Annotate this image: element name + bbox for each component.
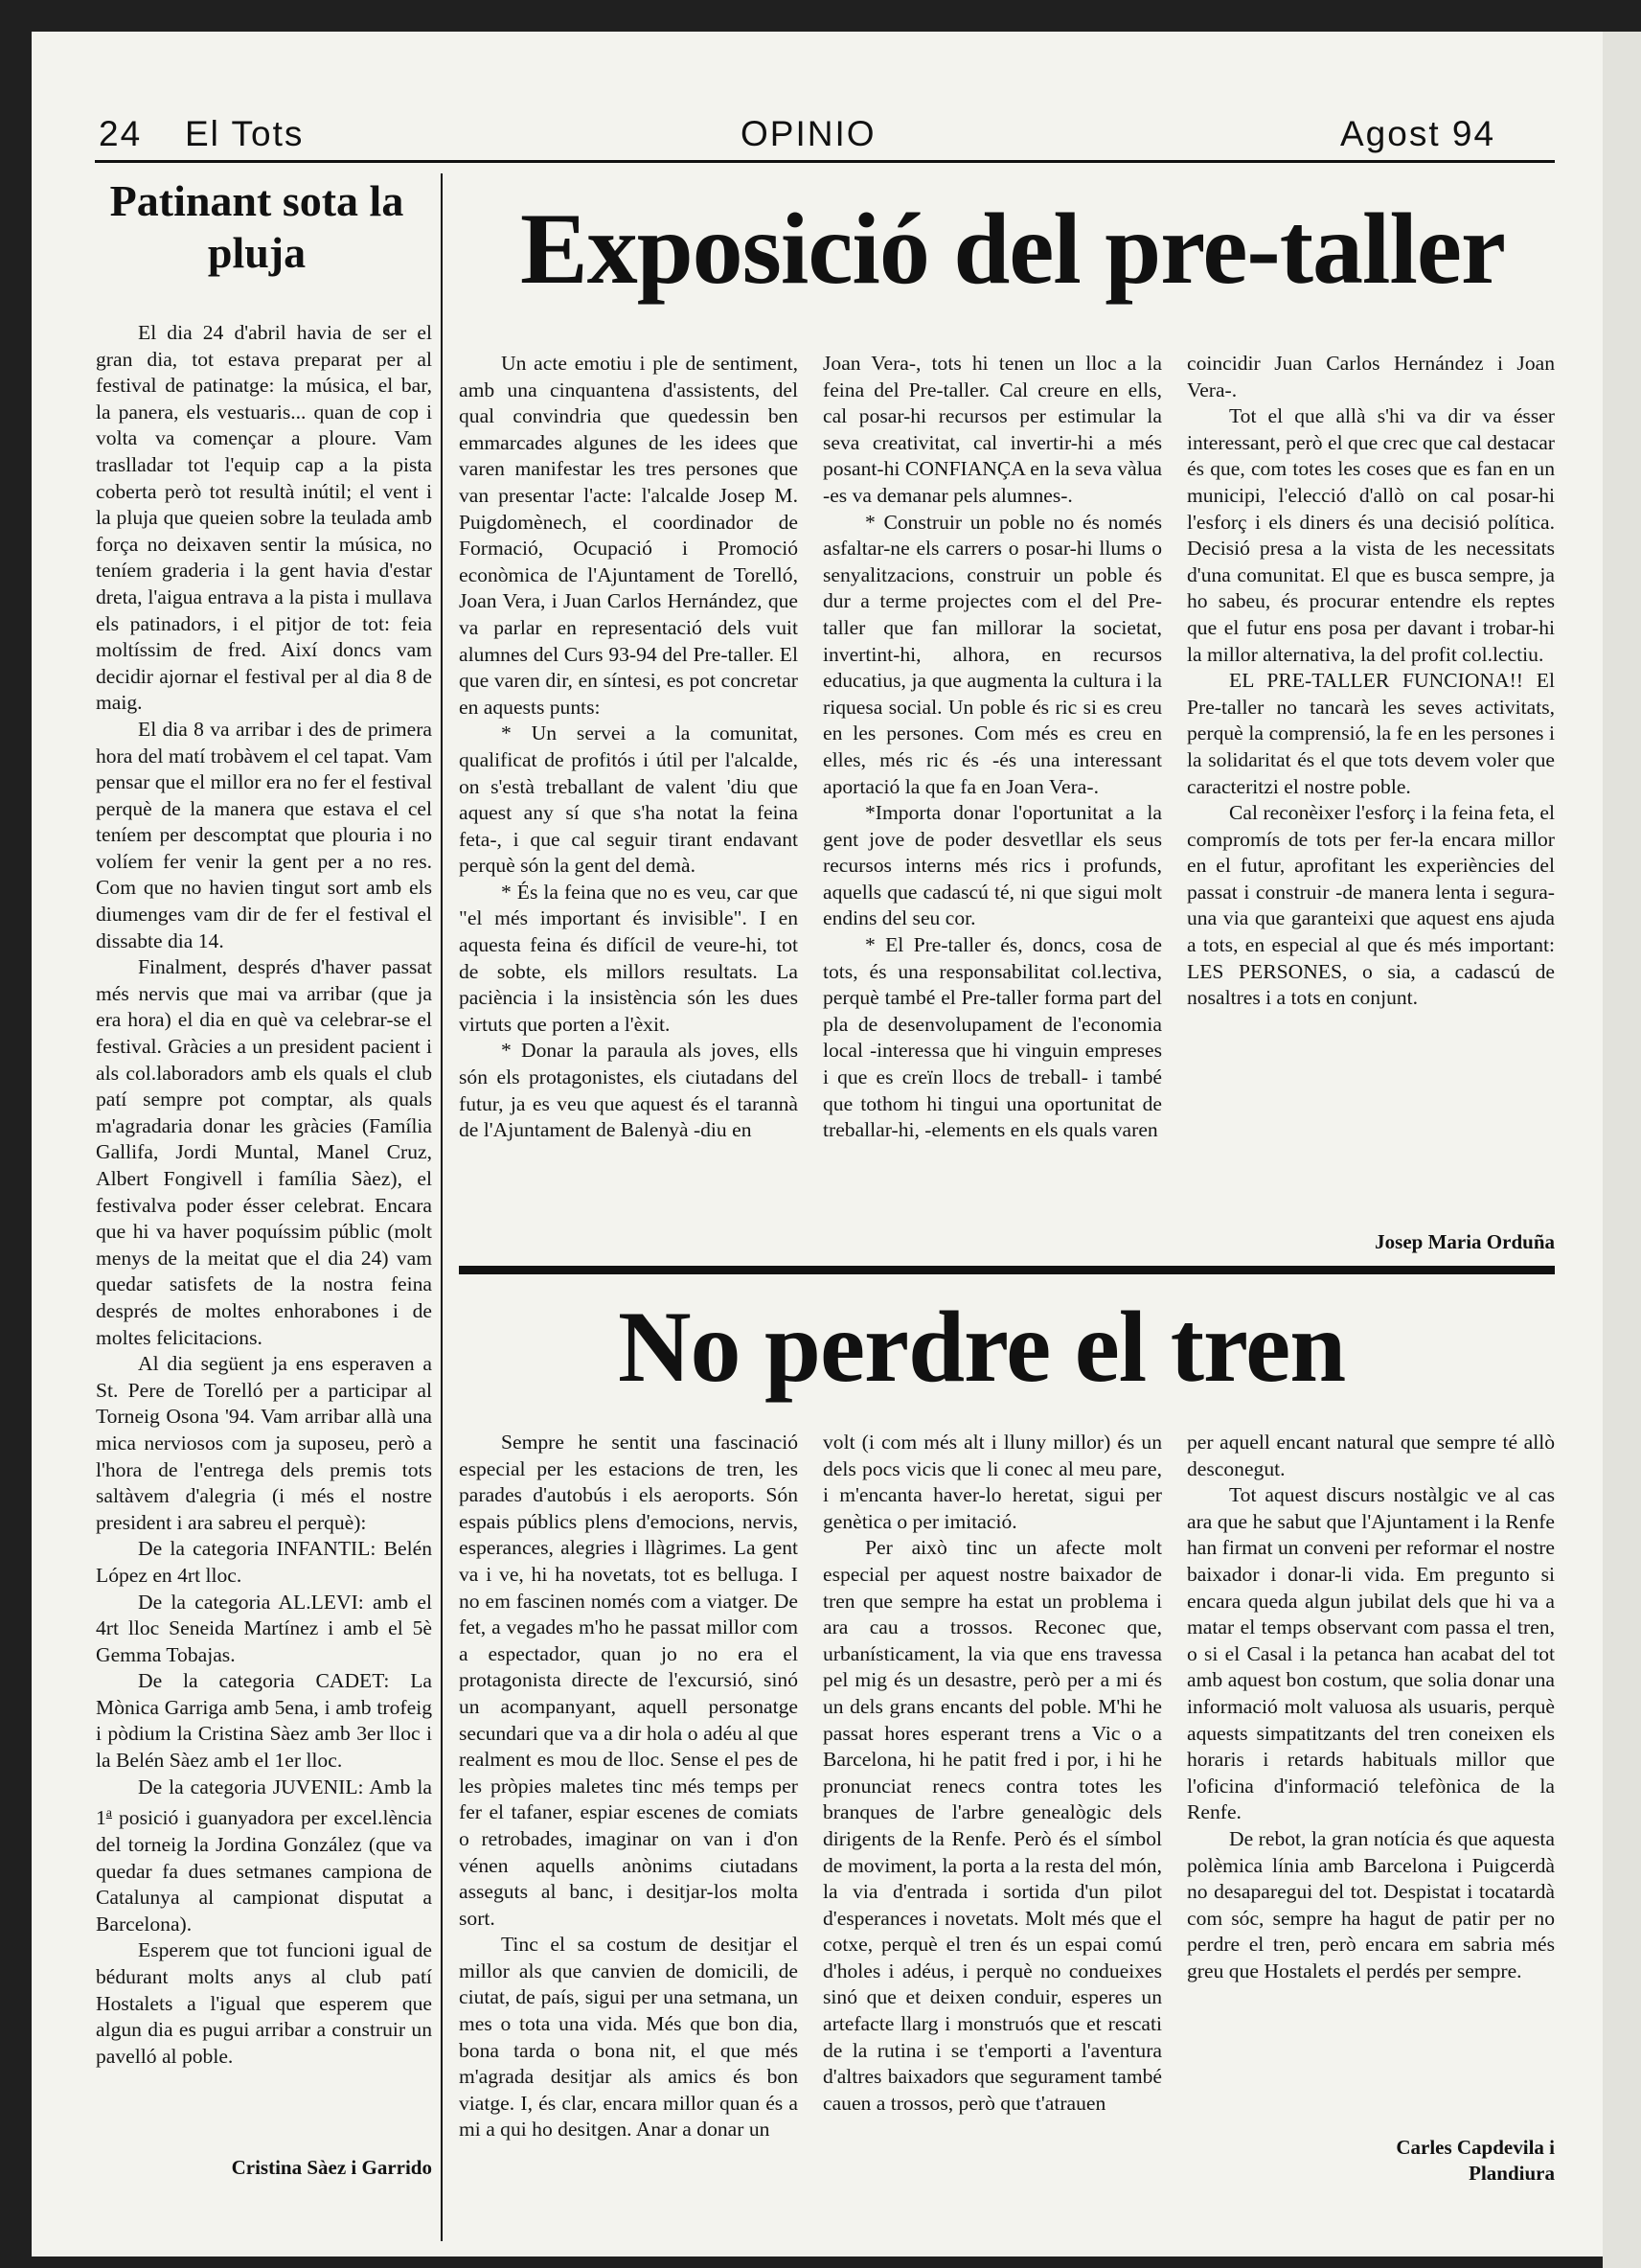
article3-paragraph: Tot aquest discurs nostàlgic ve al cas ara que he sabut que l'Ajuntament i la Renfe han firmat un conveni per reformar el nostre baixador i donar-li vida. Em pregunto si encara queda algun jubilat dels que hi va a matar el temps observant com passa el tren, o si el Casal i la petanca han acabat del tot amb aquest bon costum, que solia donar una informació molt valuosa als usuaris, perquè aquests simpatitzants del tren coneixen els horaris i retards habituals millor que l'oficina d'informació telefònica de la Renfe. [1187,1483,1555,1824]
article1-body [96,320,432,2227]
article2-paragraph: * Un servei a la comunitat, qualificat de profitós i útil per l'alcalde, on s'està treballant de valent 'diu que aquest any sí que s'ha notat la feina feta-, i que cal seguir tirant endavant perquè són la gent del demà. [459,722,798,878]
article2-paragraph: Joan Vera-, tots hi tenen un lloc a la feina del Pre-taller. Cal creure en ells, cal posar-hi recursos per estimular la seva creativitat, cal invertir-hi a més posant-hi CONFIANÇA en la seva vàlua -es va demanar pels alumnes-. [823,352,1162,507]
article1-paragraph: De la categoria AL.LEVI: amb el 4rt lloc Seneida Martínez i amb el 5è Gemma Tobajas. [96,1590,432,1666]
article3-paragraph: Sempre he sentit una fascinació especial per les estacions de tren, les parades d'autobús i els aeroports. Són espais públics plens d'emocions, nervis, esperances, alegries i llàgrimes. La gent va i ve, hi ha novetats, tot es belluga. I no em fascinen només com a viatger. De fet, a vegades m'ho he passat millor com a espectador, quan jo no era el protagonista directe de l'excursió, sinó un acompanyant, aquell personatge secundari que va a dir hola o adéu al que realment es mou de lloc. Sense el pes de les pròpies maletes tinc més temps per fer el tafaner, espiar escenes de comiats o retrobades, imaginar on van i d'on vénen aquells anònims ciutadans asseguts al banc, i desitjar-los molta sort. [459,1431,798,1930]
article2-title: Exposició del pre-taller [520,193,1506,305]
article1-paragraph: De la categoria INFANTIL: Belén López en 4rt lloc. [96,1537,432,1587]
article2-paragraph: * Construir un poble no és només asfaltar-ne els carrers o posar-hi llums o senyalitzacions, construir un poble és dur a terme projectes com el del Pre-taller que fan millorar la societat, invertint-hi, alhora, en recursos educatius, ja que augmenta la cultura i la riquesa social. Un poble és ric si es creu en les persones. Com més es creu en elles, més ric és -és una interessant aportació la que fa en Joan Vera-. [823,510,1162,798]
article1-paragraph-juvenil [96,1775,432,1938]
ordinal-superscript: a [105,1806,113,1821]
issue-date: Agost 94 [1340,114,1496,153]
article1-paragraph: De la categoria CADET: La Mònica Garriga amb 5ena, i amb trofeig i pòdium la Cristina Sàez amb 3er lloc i la Belén Sàez amb el 1er lloc. [96,1669,432,1773]
article2-paragraph: * Donar la paraula als joves, ells són els protagonistes, els ciutadans del futur, ja es veu que aquest és el tarannà de l'Ajuntament de Balenyà -diu en [459,1039,798,1142]
article2-paragraph: coincidir Juan Carlos Hernández i Joan Vera-. [1187,352,1555,401]
article3-paragraph: Tinc el sa costum de desitjar el millor als que canvien de domicili, de ciutat, de país, sigui per una setmana, un mes o tota una vida. Més que bon dia, bona tarda o bona nit, el que més m'agrada desitjar als amics és bon viatge. I, és clar, encara millor quan és a mi a qui ho desitgen. Anar a donar un [459,1933,798,2142]
article2-paragraph: Cal reconèixer l'esforç i la feina feta, el compromís de tots per fer-la encara millor en el futur, aprofitant les experiències del passat i construir -de manera lenta i segura- una via que garanteixi que aquest ens ajuda a tots, en especial al que és més important: LES PERSONES, o sia, a cadascú de nosaltres i a tots en conjunt. [1187,801,1555,1010]
article2-column1 [459,351,798,1257]
article-separator-rule [459,1266,1555,1274]
article3-paragraph: Per això tinc un afecte molt especial per aquest nostre baixador de tren que sempre ha estat un problema i ara cau a trossos. Reconec que, urbanísticament, la via que ens travessa pel mig és un desastre, però per a mi és un dels grans encants del poble. M'hi he passat hores esperant trens a Vic o a Barcelona, hi he patit fred i por, i hi he pronunciat renecs contra totes les branques de l'arbre genealògic dels dirigents de la Renfe. Però és el símbol de moviment, la porta a la resta del món, la via d'entrada i sortida d'un pilot d'esperances i novetats. Molt més que el cotxe, perquè el tren és un espai comú d'holes i adéus, i perquè no condueixes sinó que et deixen conduir, esperes un artefacte llarg i monstruós que et rescati de la rutina i se t'emporti a l'aventura d'altres baixadors que segurament també cauen a trossos, però que t'atrauen [823,1536,1162,2115]
article2-paragraph: EL PRE-TALLER FUNCIONA!! El Pre-taller no tancarà les seves activitats, perquè la comprensió, la fe en les persones i la solidaritat és el que tots devem voler que caracteritzi el nostre poble. [1187,669,1555,798]
page-number: 24 [99,114,143,153]
publication-name: El Tots [185,114,305,153]
article1-paragraph: Finalment, després d'haver passat més nervis que mai va arribar (que ja era hora) el dia en què va celebrar-se el festival. Gràcies a un president pacient i als col.laboradors amb els quals el club patí sempre pot comptar, als quals m'agradaria donar les gràcies (Família Gallifa, Jordi Muntal, Manel Cruz, Albert Fongivell i família Sàez), el festivalva poder ésser celebrat. Encara que hi va haver poquíssim públic (molt menys de la meitat que el dia 24) vam quedar satisfets de la nostra feina després de moltes enhorabones i de moltes felicitacions. [96,955,432,1349]
article2-paragraph: Tot el que allà s'hi va dir va ésser interessant, però el que crec que cal destacar és que, com totes les coses que es fan en un municipi, l'elecció d'allò on cal posar-hi l'esforç i els diners és una decisió política. Decisió presa a la vista de les necessitats d'una comunitat. El que es busca sempre, ja ho sabeu, és procurar entendre els reptes que el futur ens posa per davant i trobar-hi la millor alternativa, la del profit col.lectiu. [1187,404,1555,666]
article1-paragraph: El dia 8 va arribar i des de primera hora del matí trobàvem el cel tapat. Vam pensar que el millor era no fer el festival perquè de la manera que estava el cel teníem per descomptat que plouria i no volíem fer venir la gent per a no res. Com que no havien tingut sort amb els diumenges vam dir de fer el festival el dissabte dia 14. [96,717,432,952]
article3-author-line2: Plandiura [1469,2162,1555,2185]
article3-paragraph: volt (i com més alt i lluny millor) és un dels pocs vicis que li conec al meu pare, i m'encanta haver-lo heretat, sigui per genètica o per imitació. [823,1431,1162,1533]
left-column-rule [441,173,443,2241]
article2-column2 [823,351,1162,1257]
article1-title: Patinant sota la pluja [109,176,404,277]
article1-closing: Esperem que tot funcioni igual de bédurant molts anys al club patí Hostalets a l'igual que esperem que algun dia es pugui arribar a construir un pavelló al poble. [96,1938,432,2068]
article2-paragraph: *Importa donar l'oportunitat a la gent jove de poder desvetllar els seus recursos interns més rics i profunds, aquells que cadascú té, ni que sigui molt endins del seu cor. [823,801,1162,930]
article3-title: No perdre el tren [618,1291,1346,1403]
article2-paragraph: Un acte emotiu i ple de sentiment, amb una cinquantena d'assistents, del qual convindria que quedessin ben emmarcades algunes de les idees que varen manifestar les tres persones que van presentar l'acte: l'alcalde Josep M. Puigdomènech, el coordinador de Formació, Ocupació i Promoció econòmica de l'Ajuntament de Torelló, Joan Vera, i Juan Carlos Hernández, que va parlar en representació dels vuit alumnes del Curs 93-94 del Pre-taller. El que varen dir, en síntesi, es pot concretar en aquests punts: [459,352,798,719]
juvenil-text: De la categoria JUVENIL: Amb la 1 [96,1775,432,1830]
article3-paragraph: De rebot, la gran notícia és que aquesta polèmica línia amb Barcelona i Puigcerdà no desaparegui del tot. Despistat i tocatardà com sóc, sempre ha hagut de patir per no perdre el tren, però encara em sabria més greu que Hostalets el perdés per sempre. [1187,1826,1555,1982]
article1-author: Cristina Sàez i Garrido [231,2156,432,2179]
article3-author-line1: Carles Capdevila i [1396,2136,1555,2159]
header-rule [95,160,1555,163]
article2-column3 [1187,351,1555,1194]
article2-author: Josep Maria Orduña [1375,1230,1555,1253]
juvenil-text-rest: posició i guanyadora per excel.lència del torneig la Jordina González (que va quedar fa dues setmanes campiona de Catalunya al campionat disputat a Barcelona). [96,1806,432,1936]
article3-author [1187,2135,1555,2187]
article2-paragraph: * És la feina que no es veu, car que "el més important és invisible". I en aquesta feina és difícil de veure-hi, tot de sobte, els millors resultats. La paciència i la insistència són les dues virtuts que porten a l'èxit. [459,880,798,1036]
newspaper-page [32,32,1603,2257]
article3-column1 [459,1430,798,2234]
article3-column2 [823,1430,1162,2234]
facing-page-edge [1603,32,1641,2268]
article1-paragraph: El dia 24 d'abril havia de ser el gran dia, tot estava preparat per al festival de patinatge: la música, el bar, la panera, els vestuaris... quan de cop i volta va començar a ploure. Vam traslladar tot l'equip cap a la pista coberta però tot resultà inútil; el vent i la pluja que queien sobre la teulada amb força no deixaven sentir la música, no teníem graderia i la gent havia d'estar dreta, l'aigua entrava a la pista i mullava els patinadors, i el pitjor de tot: feia moltíssim de fred. Així doncs vam decidir ajornar el festival per al dia 8 de maig. [96,321,432,715]
article2-paragraph: * El Pre-taller és, doncs, cosa de tots, és una responsabilitat col.lectiva, perquè també el Pre-taller forma part del pla de desenvolupament de l'economia local -interessa que hi vinguin empreses i que es creïn llocs de treball- i també que tothom hi tingui una oportunitat de treballar-hi, -elements en els quals varen [823,933,1162,1142]
article3-paragraph: per aquell encant natural que sempre té allò desconegut. [1187,1431,1555,1480]
section-name: OPINIO [741,114,877,153]
article1-paragraph: Al dia següent ja ens esperaven a St. Pere de Torelló per a participar al Torneig Osona '94. Vam arribar allà una mica nerviosos com ja suposeu, però a l'hora de l'entrega dels premis tots saltàvem d'alegria (i més el nostre president i ara sabreu el perquè): [96,1352,432,1534]
article3-column3 [1187,1430,1555,2119]
